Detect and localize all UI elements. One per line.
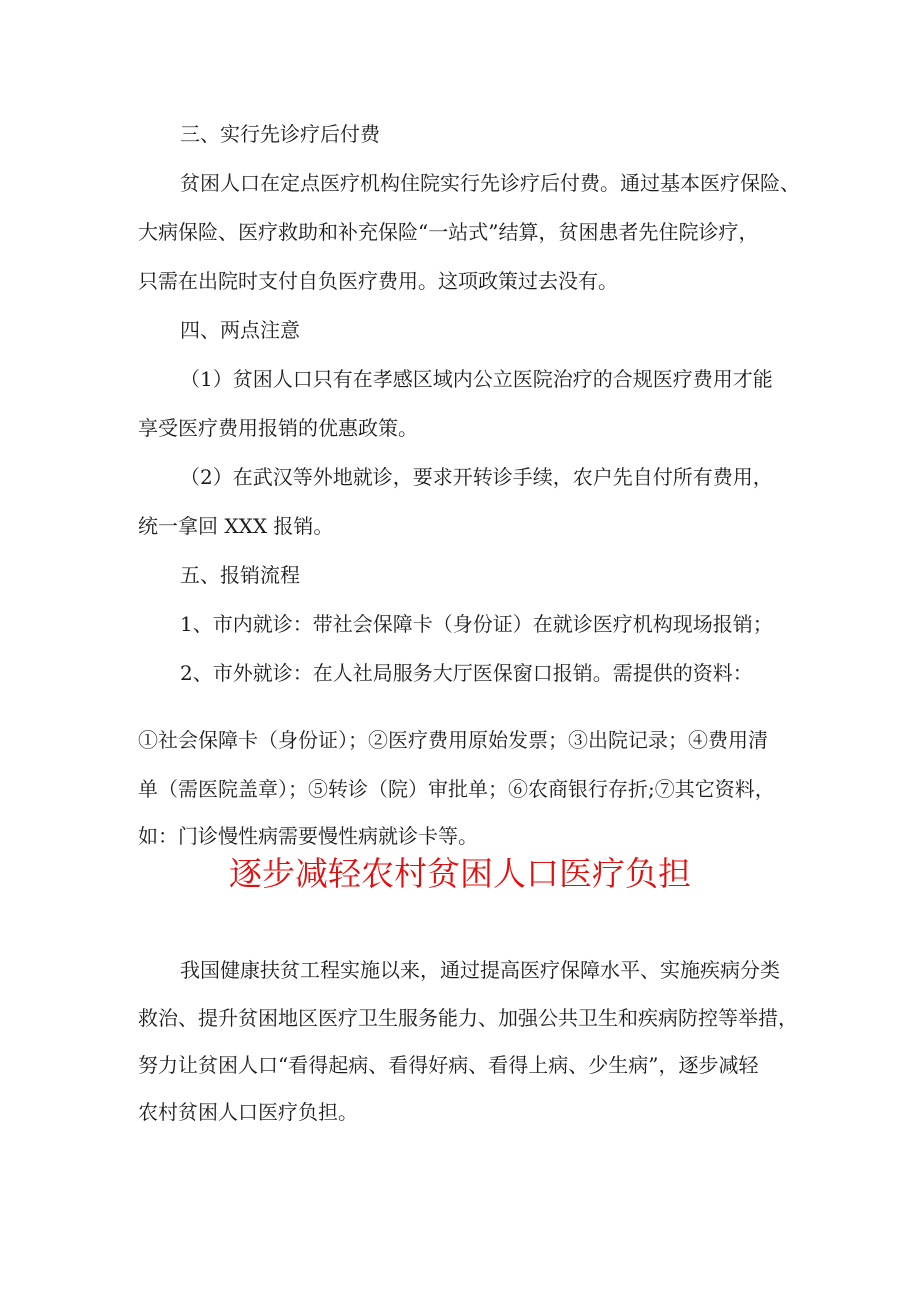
section-heading-4: 四、两点注意 (180, 318, 300, 342)
article-line: 努力让贫困人口“看得起病、看得好病、看得上病、少生病”，逐步减轻 (138, 1053, 759, 1077)
process-step-2: 2、市外就诊：在人社局服务大厅医保窗口报销。需提供的资料： (180, 661, 753, 685)
note-item-1-line: （1）贫困人口只有在孝感区域内公立医院治疗的合规医疗费用才能 (180, 367, 773, 391)
article-line: 我国健康扶贫工程实施以来，通过提高医疗保障水平、实施疾病分类 (180, 958, 780, 982)
article-line: 救治、提升贫困地区医疗卫生服务能力、加强公共卫生和疾病防控等举措， (138, 1006, 798, 1030)
materials-line: 单（需医院盖章）；⑤转诊（院）审批单；⑥农商银行存折;⑦其它资料， (138, 777, 775, 801)
note-item-2-line: 统一拿回 XXX 报销。 (138, 514, 334, 538)
process-step-1: 1、市内就诊：带社会保障卡（身份证）在就诊医疗机构现场报销； (180, 612, 773, 636)
paragraph-line: 贫困人口在定点医疗机构住院实行先诊疗后付费。通过基本医疗保险、 (180, 171, 800, 195)
materials-line: 如：门诊慢性病需要慢性病就诊卡等。 (138, 824, 478, 848)
note-item-2-line: （2）在武汉等外地就诊，要求开转诊手续，农户先自付所有费用， (180, 465, 773, 489)
section-heading-3: 三、实行先诊疗后付费 (180, 122, 380, 146)
note-item-1-line: 享受医疗费用报销的优惠政策。 (138, 416, 418, 440)
article-line: 农村贫困人口医疗负担。 (138, 1100, 358, 1124)
section-heading-5: 五、报销流程 (180, 563, 300, 587)
materials-line: ①社会保障卡（身份证）；②医疗费用原始发票；③出院记录；④费用清 (138, 728, 768, 752)
paragraph-line: 大病保险、医疗救助和补充保险“一站式”结算，贫困患者先住院诊疗， (138, 220, 759, 244)
article-title: 逐步减轻农村贫困人口医疗负担 (229, 854, 691, 893)
paragraph-line: 只需在出院时支付自负医疗费用。这项政策过去没有。 (138, 269, 618, 293)
